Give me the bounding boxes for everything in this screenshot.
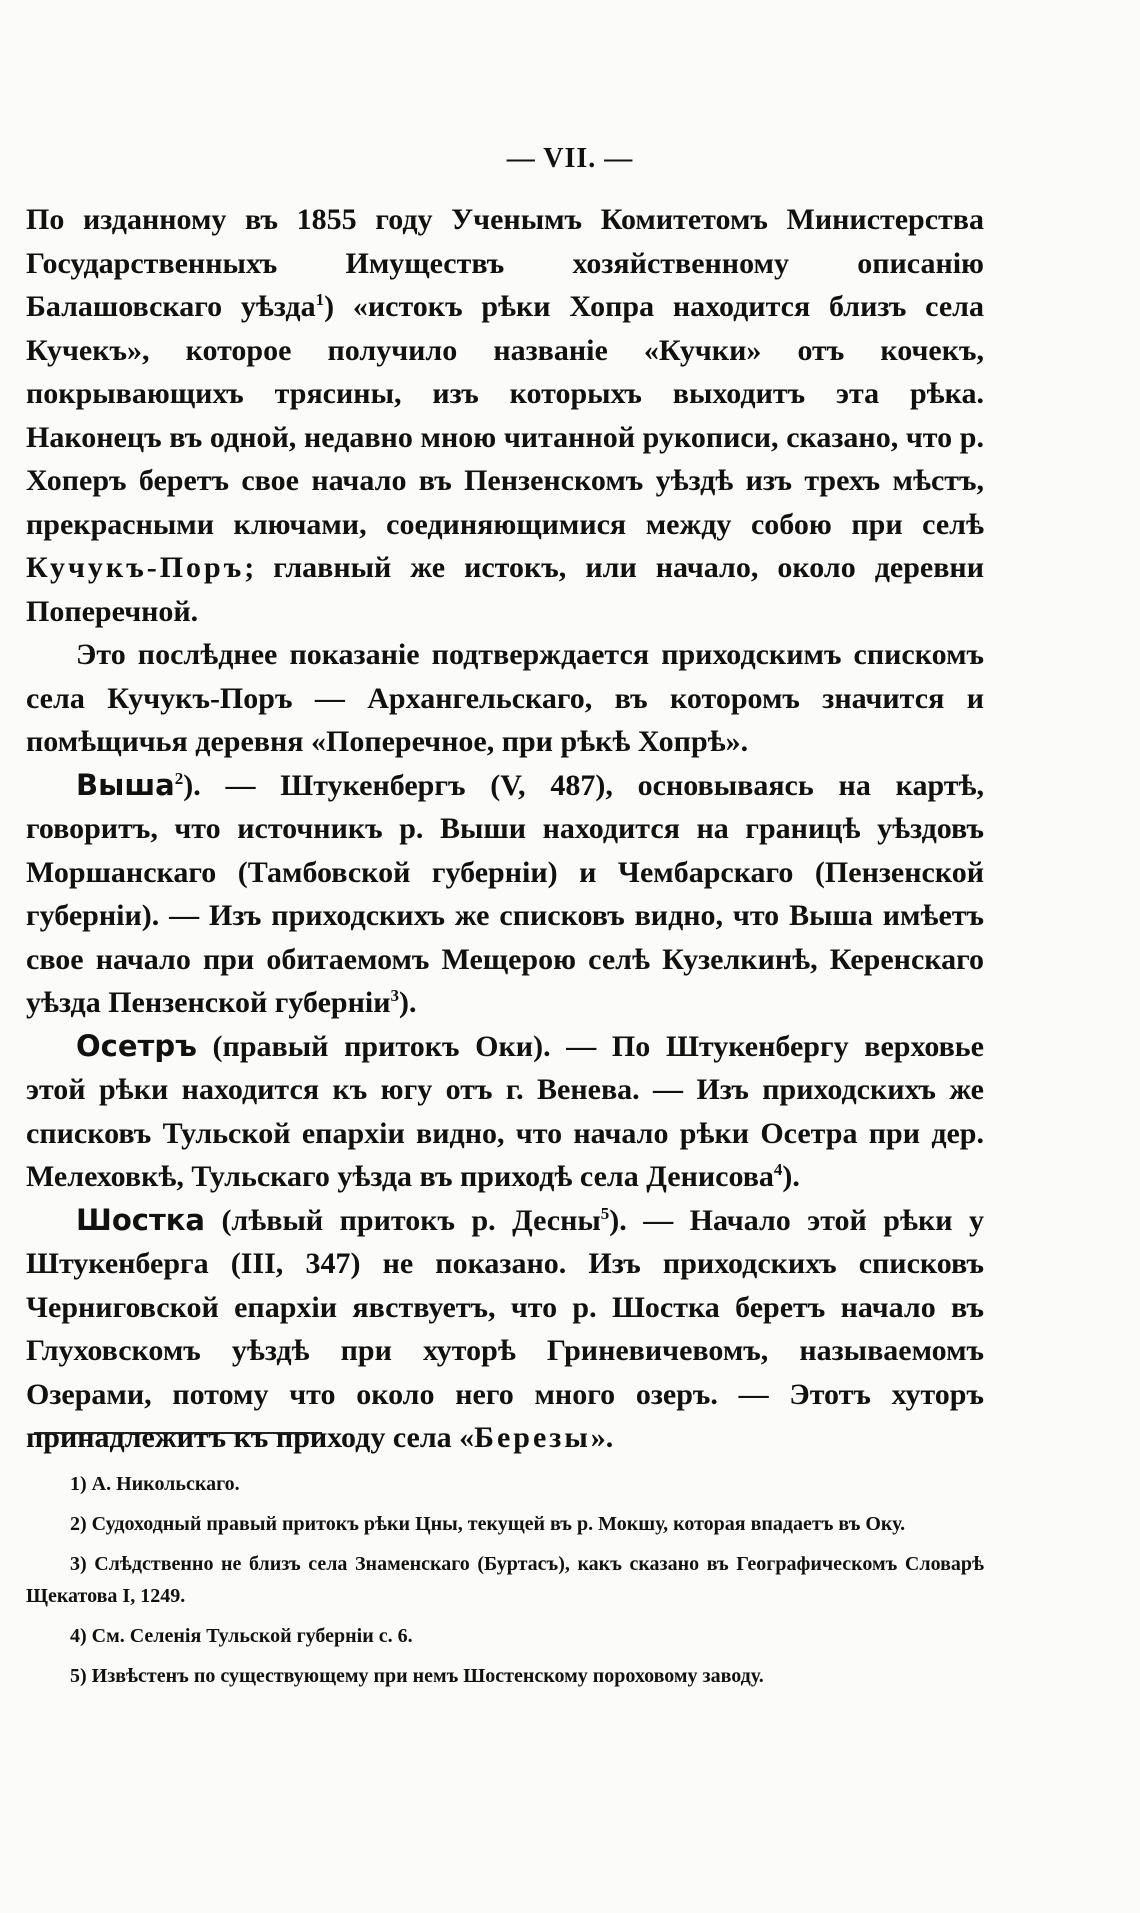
- footnote-1: 1) А. Никольскаго.: [70, 1473, 240, 1495]
- text-segment: По изданному въ 1855 году Ученымъ Комитетомъ Министерства Государственныхъ Имуществъ хозяйственному описанію Балашовскаго уѣзда: [26, 203, 984, 323]
- river-term: Осетръ: [76, 1028, 197, 1063]
- paragraph-vysha: [26, 764, 984, 1025]
- text-segment: ).: [782, 1160, 800, 1193]
- paragraph-shostka: [26, 1199, 984, 1460]
- spaced-place-name: Березы: [474, 1421, 591, 1454]
- footnote-divider: [34, 1432, 322, 1434]
- text-segment: (правый притокъ Оки). — По Штукенбергу верховье этой рѣки находится къ югу отъ г. Венева. — Изъ приходскихъ же списковъ Тульской епархіи видно, что начало рѣки Осетра при дер. Мелеховкѣ, Тульскаго уѣзда въ приходѣ села Денисова: [26, 1029, 984, 1193]
- footnote-ref: 3: [390, 986, 400, 1005]
- footnotes: [26, 1468, 984, 1700]
- footnote-ref: 2: [174, 768, 184, 788]
- page-number: — VII. —: [506, 143, 634, 174]
- footnote-ref: 4: [773, 1160, 783, 1179]
- footnote-4: 4) См. Селенія Тульской губерніи с. 6.: [70, 1625, 413, 1647]
- text-segment: ). — Начало этой рѣки у Штукенберга (III, 347) не показано. Изъ приходскихъ списковъ Черниговской епархіи явствуетъ, что р. Шостка беретъ начало въ Глуховскомъ уѣздѣ при хуторѣ Гриневичевомъ, называемомъ Озерами, потому что около него много озеръ. — Этотъ хуторъ принадлежитъ къ приходу села «: [26, 1203, 984, 1454]
- river-term: Шостка: [76, 1202, 205, 1237]
- footnote-2: 2) Судоходный правый притокъ рѣки Цны, текущей въ р. Мокшу, которая впадаетъ въ Оку.: [70, 1513, 906, 1535]
- text-segment: (лѣвый притокъ р. Десны: [205, 1203, 601, 1237]
- paragraph-osetr: [26, 1025, 984, 1199]
- text-segment: ). — Штукенбергъ (V, 487), основываясь на картѣ, говоритъ, что источникъ р. Выши находится на границѣ уѣздовъ Моршанскаго (Тамбовской губерніи) и Чембарскаго (Пензенской губерніи). — Изъ приходскихъ же списковъ видно, что Выша имѣетъ свое начало при обитаемомъ Мещерою селѣ Кузелкинѣ, Керенскаго уѣзда Пензенской губерніи: [26, 768, 984, 1019]
- footnote-ref: 5: [600, 1203, 610, 1223]
- river-term: Выша: [76, 767, 175, 802]
- footnote-3: 3) Слѣдственно не близъ села Знаменскаго (Буртасъ), какъ сказано въ Географическомъ Словарѣ Щекатова I, 1249.: [26, 1553, 984, 1607]
- footnote-5: 5) Извѣстенъ по существующему при немъ Шостенскому пороховому заводу.: [70, 1665, 764, 1687]
- paragraph-khoper: [26, 198, 984, 633]
- spaced-place-name: Кучукъ-Поръ: [26, 551, 245, 584]
- text-segment: ».: [590, 1421, 614, 1454]
- paragraph-poperechnoe: Это послѣднее показаніе подтверждается приходскимъ спискомъ села Кучукъ-Поръ — Архангельскаго, въ которомъ значится и помѣщичья деревня «Поперечное, при рѣкѣ Хопрѣ».: [26, 638, 984, 758]
- footnote-ref: 1: [315, 290, 325, 309]
- main-text: [26, 198, 984, 1460]
- text-segment: ) «истокъ рѣки Хопра находится близъ села Кучекъ», которое получило названіе «Кучки» отъ кочекъ, покрывающихъ трясины, изъ которыхъ выходитъ эта рѣка. Наконецъ въ одной, недавно мною читанной рукописи, сказано, что р. Хоперъ беретъ свое начало въ Пензенскомъ уѣздѣ изъ трехъ мѣстъ, прекрасными ключами, соединяющимися между собою при селѣ: [26, 290, 985, 541]
- text-segment: ).: [399, 986, 417, 1019]
- text-segment: ; главный же истокъ, или начало, около деревни Поперечной.: [26, 551, 984, 628]
